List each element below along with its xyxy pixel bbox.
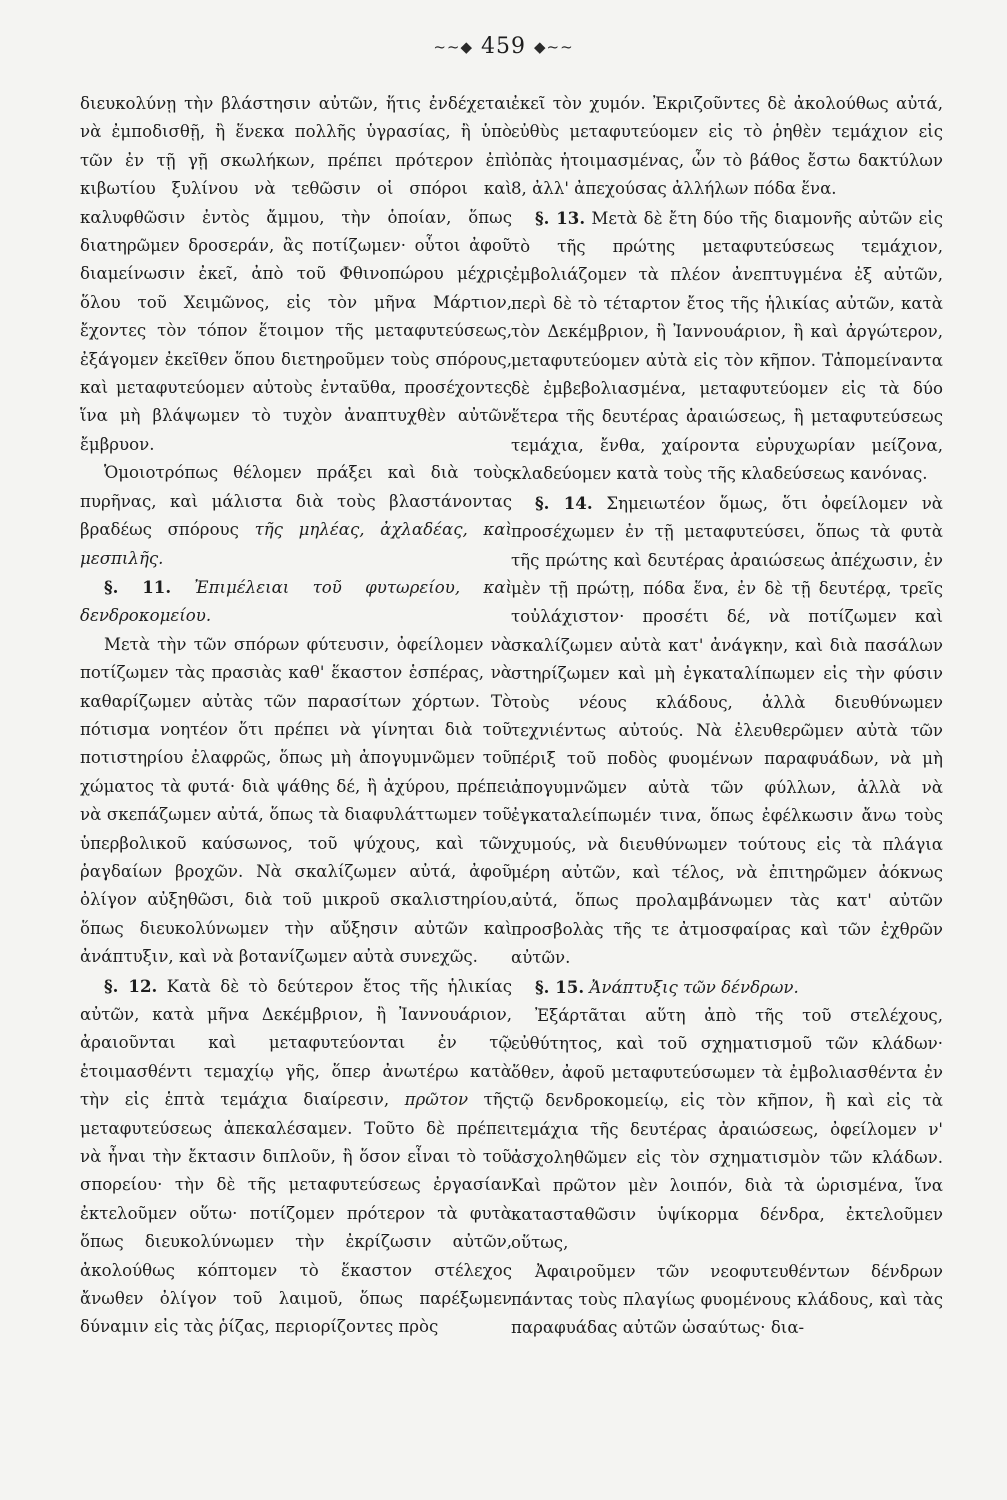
paragraph-text: Σημειωτέον ὅμως, ὅτι ὀφείλομεν νὰ προσέχωμεν ἐν τῇ μεταφυτεύσει, ὅπως τὰ φυτὰ τῆς πρώτης καὶ δευτέρας ἀραιώσεως ἀπέχωσιν, ἐν μὲν τῇ πρώτῃ, πόδα ἕνα, ἐν δὲ τῇ δευτέρᾳ, τρεῖς τοὐλάχιστον· προσέτι δέ, νὰ ποτίζωμεν καὶ σκαλίζωμεν αὐτὰ κατ' ἀνάγκην, καὶ διὰ πασάλων στηρίζωμεν καὶ μὴ ἐγκαταλίπωμεν εἰς τὴν φύσιν τοὺς νέους κλάδους, ἀλλὰ διευθύνωμεν τεχνιέντως αὐτούς. Νὰ ἐλευθερῶμεν αὐτὰ τῶν πέριξ τοῦ ποδὸς φυομένων παραφυάδων, νὰ μὴ ἀπογυμνῶμεν αὐτὰ τῶν φύλλων, ἀλλὰ νὰ ἐγκαταλείπωμέν τινα, ὅπως ἐφέλκωσιν ἄνω τοὺς χυμούς, νὰ διευθύνωμεν τούτους εἰς τὰ πλάγια μέρη αὐτῶν, καὶ τέλος, νὰ ἐπιτηρῶμεν ἀόκνως αὐτά, ὅπως προλαμβάνωμεν τὰς κατ' αὐτῶν προσβολὰς τῆς τε ἀτμοσφαίρας καὶ τῶν ἐχθρῶν αὐτῶν. xyxy=(511,493,943,968)
section-number: §. 15. xyxy=(535,976,585,997)
ornament-right: ◆~~ xyxy=(534,38,574,56)
paragraph xyxy=(80,972,512,1342)
italic-term: πρῶτον xyxy=(404,1090,469,1110)
section-title: Ἀνάπτυξις τῶν δένδρων. xyxy=(589,977,799,997)
italic-fruit-names: τῆς μηλέας, ἀχλαδέας, καὶ μεσπιλῆς. xyxy=(80,520,512,568)
section-number: §. 13. xyxy=(535,207,586,228)
paragraph-text: Μετὰ δὲ ἔτη δύο τῆς διαμονῆς αὐτῶν εἰς τὸ τῆς πρώτης μεταφυτεύσεως τεμάχιον, ἐμβολιάζομεν τὰ πλέον ἀνεπτυγμένα ἐξ αὐτῶν, περὶ δὲ τὸ τέταρτον ἔτος τῆς ἡλικίας αὐτῶν, κατὰ τὸν Δεκέμβριον, ἢ Ἰαννουάριον, ἢ καὶ ἀργώτερον, μεταφυτεύομεν αὐτὰ εἰς τὸν κῆπον. Τἀπομείναντα δὲ ἐμβεβολιασμένα, μεταφυτεύομεν εἰς τὰ δύο ἕτερα τῆς δευτέρας ἀραιώσεως, ἢ μεταφυτεύσεως τεμάχια, ἔνθα, χαίροντα εὐρυχωρίαν μείζονα, κλαδεύομεν κατὰ τοὺς τῆς κλαδεύσεως κανόνας. xyxy=(511,208,943,484)
section-number: §. 12. xyxy=(104,975,158,996)
page-number: 459 xyxy=(481,34,526,59)
paragraph: Ἀφαιροῦμεν τῶν νεοφυτευθέντων δένδρων πάντας τοὺς πλαγίως φυομένους κλάδους, καὶ τὰς παραφυάδας αὐτῶν ὡσαύτως· δια- xyxy=(511,1261,943,1338)
section-number: §. 11. xyxy=(104,576,172,597)
paragraph xyxy=(511,204,943,489)
left-column xyxy=(80,90,512,1342)
section-heading xyxy=(80,573,512,631)
paragraph-text: Κατὰ δὲ τὸ δεύτερον ἔτος τῆς ἡλικίας αὐτῶν, κατὰ μῆνα Δεκέμβριον, ἢ Ἰαννουάριον, ἀραιοῦνται καὶ μεταφυτεύονται ἐν τῷ ἑτοιμασθέντι τεμαχίῳ γῆς, ὅπερ ἀνωτέρω κατὰ τὴν εἰς ἑπτὰ τεμάχια διαίρεσιν, xyxy=(80,976,512,1110)
section-number: §. 14. xyxy=(535,492,593,513)
paragraph xyxy=(80,459,512,573)
paragraph-text: Ὁμοιοτρόπως θέλομεν πράξει καὶ διὰ τοὺς πυρῆνας, καὶ μάλιστα διὰ τοὺς βλαστάνοντας βραδέως σπόρους xyxy=(80,463,512,540)
paragraph-text: τῆς μεταφυτεύσεως ἀπεκαλέσαμεν. Τοῦτο δὲ πρέπει νὰ ἦναι τὴν ἔκτασιν διπλοῦν, ἢ ὅσον εἶναι τὸ τοῦ σπορείου· τὴν δὲ τῆς μεταφυτεύσεως ἐργασίαν ἐκτελοῦμεν οὕτω· ποτίζομεν πρότερον τὰ φυτὰ ὅπως διευκολύνωμεν τὴν ἐκρίζωσιν αὐτῶν, ἀκολούθως κόπτομεν τὸ ἕκαστον στέλεχος ἄνωθεν ὀλίγον τοῦ λαιμοῦ, ὅπως παρέξωμεν δύναμιν εἰς τὰς ῥίζας, περιορίζοντες πρὸς xyxy=(80,1090,513,1337)
paragraph: διευκολύνῃ τὴν βλάστησιν αὐτῶν, ἥτις ἐνδέχεται νὰ ἐμποδισθῇ, ἢ ἕνεκα πολλῆς ὑγρασίας, ἢ ὑπὸ τῶν ἐν τῇ γῇ σκωλήκων, πρέπει πρότερον ἐπὶ κιβωτίου ξυλίνου νὰ τεθῶσιν οἱ σπόροι καὶ καλυφθῶσιν ἐντὸς ἄμμου, τὴν ὁποίαν, ὅπως διατηρῶμεν δροσεράν, ἂς ποτίζωμεν· οὗτοι ἀφοῦ διαμείνωσιν ἐκεῖ, ἀπὸ τοῦ Φθινοπώρου μέχρις ὅλου τοῦ Χειμῶνος, εἰς τὸν μῆνα Μάρτιον, ἔχοντες τὸν τόπον ἕτοιμον τῆς μεταφυτεύσεως, ἐξάγομεν ἐκεῖθεν ὅπου διετηροῦμεν τοὺς σπόρους, καὶ μεταφυτεύομεν αὐτοὺς ἐνταῦθα, προσέχοντες ἵνα μὴ βλάψωμεν τὸ τυχὸν ἀναπτυχθὲν αὐτῶν ἔμβρυον. xyxy=(80,94,512,454)
paragraph: Μετὰ τὴν τῶν σπόρων φύτευσιν, ὀφείλομεν νὰ ποτίζωμεν τὰς πρασιὰς καθ' ἕκαστον ἑσπέρας, νὰ καθαρίζωμεν αὐτὰς τῶν παρασίτων χόρτων. Τὸ πότισμα νοητέον ὅτι πρέπει νὰ γίνηται διὰ τοῦ ποτιστηρίου ἐλαφρῶς, ὅπως μὴ ἀπογυμνῶμεν τοῦ χώματος τὰ φυτά· διὰ ψάθης δέ, ἢ ἀχύρου, πρέπει νὰ σκεπάζωμεν αὐτά, ὅπως τὰ διαφυλάττωμεν τοῦ ὑπερβολικοῦ καύσωνος, τοῦ ψύχους, καὶ τῶν ῥαγδαίων βροχῶν. Νὰ σκαλίζωμεν αὐτά, ἀφοῦ ὀλίγον αὐξηθῶσι, διὰ τοῦ μικροῦ σκαλιστηρίου, ὅπως διευκολύνωμεν τὴν αὔξησιν αὐτῶν καὶ ἀνάπτυξιν, καὶ νὰ βοτανίζωμεν αὐτὰ συνεχῶς. xyxy=(80,634,512,967)
page-header xyxy=(0,34,1007,59)
section-heading xyxy=(511,973,943,1002)
paragraph: ἐκεῖ τὸν χυμόν. Ἐκριζοῦντες δὲ ἀκολούθως αὐτά, εὐθὺς μεταφυτεύομεν εἰς τὸ ῥηθὲν τεμάχιον εἰς ὀπὰς ἡτοιμασμένας, ὧν τὸ βάθος ἔστω δακτύλων 8, ἀλλ' ἀπεχούσας ἀλλήλων πόδα ἕνα. xyxy=(511,94,943,199)
section-title: Ἐπιμέλειαι τοῦ φυτωρείου, καὶ δενδροκομείου. xyxy=(80,577,512,626)
paragraph xyxy=(511,489,943,973)
right-column xyxy=(511,90,943,1343)
paragraph: Ἐξάρτᾶται αὕτη ἀπὸ τῆς τοῦ στελέχους, εὐθύτητος, καὶ τοῦ σχηματισμοῦ τῶν κλάδων· ὅθεν, ἀφοῦ μεταφυτεύσωμεν τὰ ἐμβολιασθέντα ἐν τῷ δενδροκομείῳ, εἰς τὸν κῆπον, ἢ καὶ εἰς τὰ τεμάχια τῆς δευτέρας ἀραιώσεως, ὀφείλομεν ν' ἀσχοληθῶμεν εἰς τὸν σχηματισμὸν τῶν κλάδων. Καὶ πρῶτον μὲν λοιπόν, διὰ τὰ ὡρισμένα, ἵνα κατασταθῶσιν ὑψίκορμα δένδρα, ἐκτελοῦμεν οὕτως, xyxy=(511,1006,943,1253)
ornament-left: ~~◆ xyxy=(433,38,473,56)
